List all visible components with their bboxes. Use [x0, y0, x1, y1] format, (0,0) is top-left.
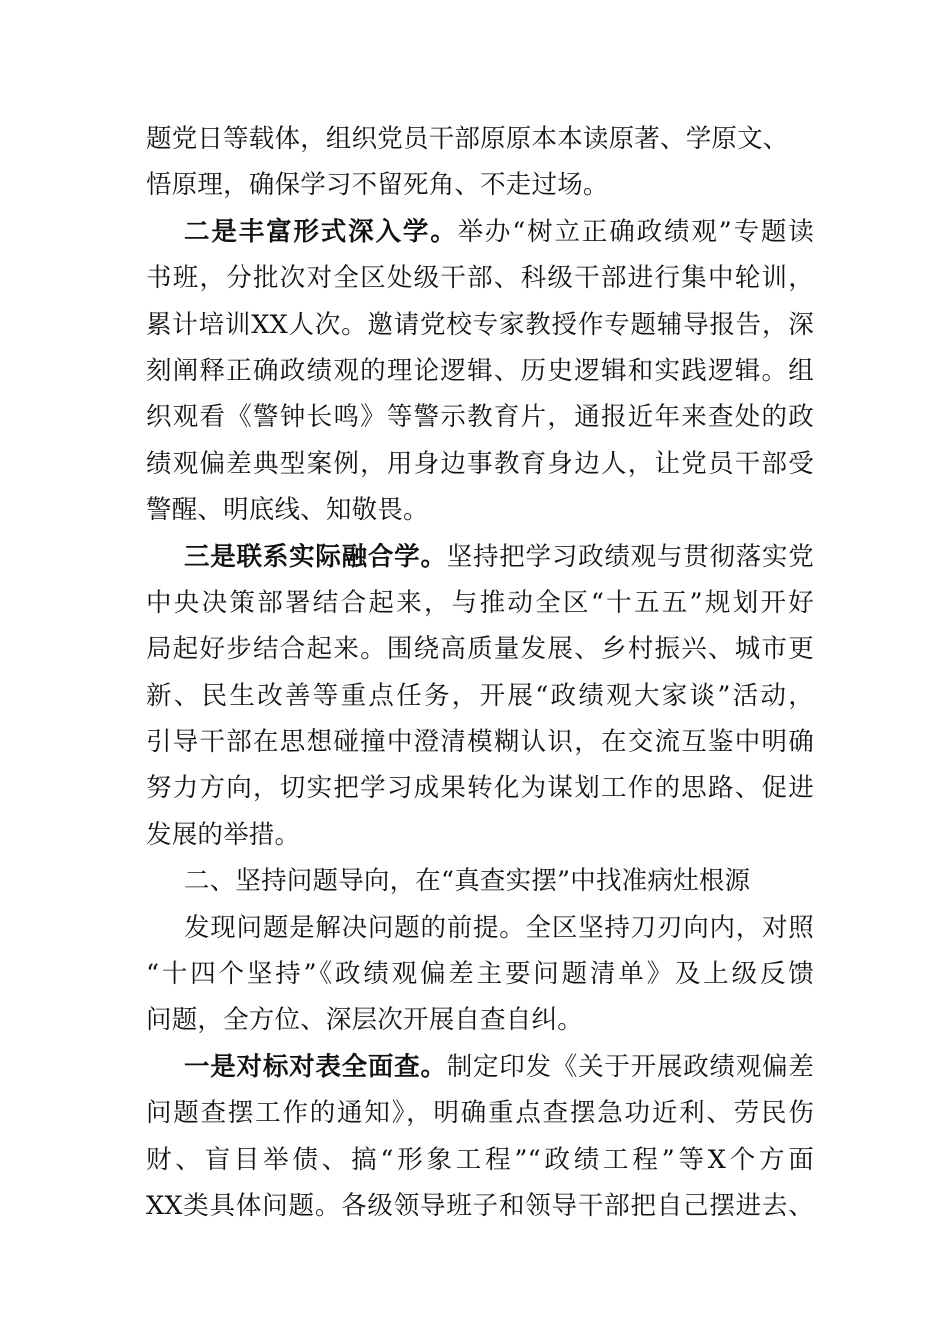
paragraph-line — [146, 580, 814, 626]
line-text: 发现问题是解决问题的前提。全区坚持刀刃向内，对照 — [184, 912, 814, 943]
paragraph-line — [146, 209, 814, 255]
line-text: 问题，全方位、深层次开展自查自纠。 — [146, 1005, 583, 1036]
paragraph-line — [146, 765, 814, 811]
line-text: 努力方向，切实把学习成果转化为谋划工作的思路、促进 — [146, 773, 814, 804]
paragraph-line — [146, 719, 814, 765]
bold-lead: 三是联系实际融合学。 — [184, 541, 447, 572]
paragraph-line — [146, 1137, 814, 1183]
paragraph-line — [146, 1044, 814, 1090]
heading-text: 二、坚持问题导向，在“真查实摆”中找准病灶根源 — [184, 866, 751, 897]
paragraph-line — [146, 905, 814, 951]
line-text: 制定印发《关于开展政绩观偏差 — [446, 1051, 814, 1082]
line-text: “十四个坚持”《政绩观偏差主要问题清单》及上级反馈 — [146, 959, 814, 990]
section-heading — [146, 858, 814, 904]
paragraph-line — [146, 534, 814, 580]
paragraph-line — [146, 162, 814, 208]
paragraph-line — [146, 626, 814, 672]
paragraph-line — [146, 1183, 814, 1229]
paragraph-line — [146, 348, 814, 394]
paragraph-line — [146, 997, 814, 1043]
paragraph-line — [146, 441, 814, 487]
paragraph-line — [146, 1090, 814, 1136]
bold-lead: 一是对标对表全面查。 — [184, 1051, 447, 1082]
paragraph-line — [146, 116, 814, 162]
line-text: 局起好步结合起来。围绕高质量发展、乡村振兴、城市更 — [146, 634, 814, 665]
line-text: 中央决策部署结合起来，与推动全区“十五五”规划开好 — [146, 587, 814, 618]
paragraph-line — [146, 673, 814, 719]
line-text: 警醒、明底线、知敬畏。 — [146, 495, 429, 526]
line-text: 题党日等载体，组织党员干部原原本本读原著、学原文、 — [146, 124, 789, 154]
line-text: 刻阐释正确政绩观的理论逻辑、历史逻辑和实践逻辑。组 — [146, 355, 814, 386]
line-text: 新、民生改善等重点任务，开展“政绩观大家谈”活动， — [146, 680, 814, 711]
line-text: 悟原理，确保学习不留死角、不走过场。 — [146, 170, 609, 201]
line-text: 累计培训XX人次。邀请党校专家教授作专题辅导报告，深 — [146, 309, 814, 340]
line-text: 绩观偏差典型案例，用身边事教育身边人，让党员干部受 — [146, 448, 814, 479]
line-text: 织观看《警钟长鸣》等警示教育片，通报近年来查处的政 — [146, 402, 814, 433]
document-page — [146, 116, 814, 1229]
paragraph-line — [146, 302, 814, 348]
line-text: 坚持把学习政绩观与贯彻落实党 — [446, 541, 814, 572]
line-text: XX类具体问题。各级领导班子和领导干部把自己摆进去、 — [146, 1190, 814, 1221]
paragraph-line — [146, 255, 814, 301]
bold-lead: 二是丰富形式深入学。 — [184, 216, 458, 247]
line-text: 财、盲目举债、搞“形象工程”“政绩工程”等X个方面 — [146, 1144, 814, 1175]
line-text: 举办“树立正确政绩观”专题读 — [457, 216, 814, 247]
line-text: 引导干部在思想碰撞中澄清模糊认识，在交流互鉴中明确 — [146, 727, 814, 758]
paragraph-line — [146, 951, 814, 997]
paragraph-line — [146, 812, 814, 858]
paragraph-line — [146, 487, 814, 533]
paragraph-line — [146, 394, 814, 440]
line-text: 书班，分批次对全区处级干部、科级干部进行集中轮训， — [146, 263, 814, 294]
line-text: 问题查摆工作的通知》，明确重点查摆急功近利、劳民伤 — [146, 1098, 814, 1129]
line-text: 发展的举措。 — [146, 819, 301, 850]
